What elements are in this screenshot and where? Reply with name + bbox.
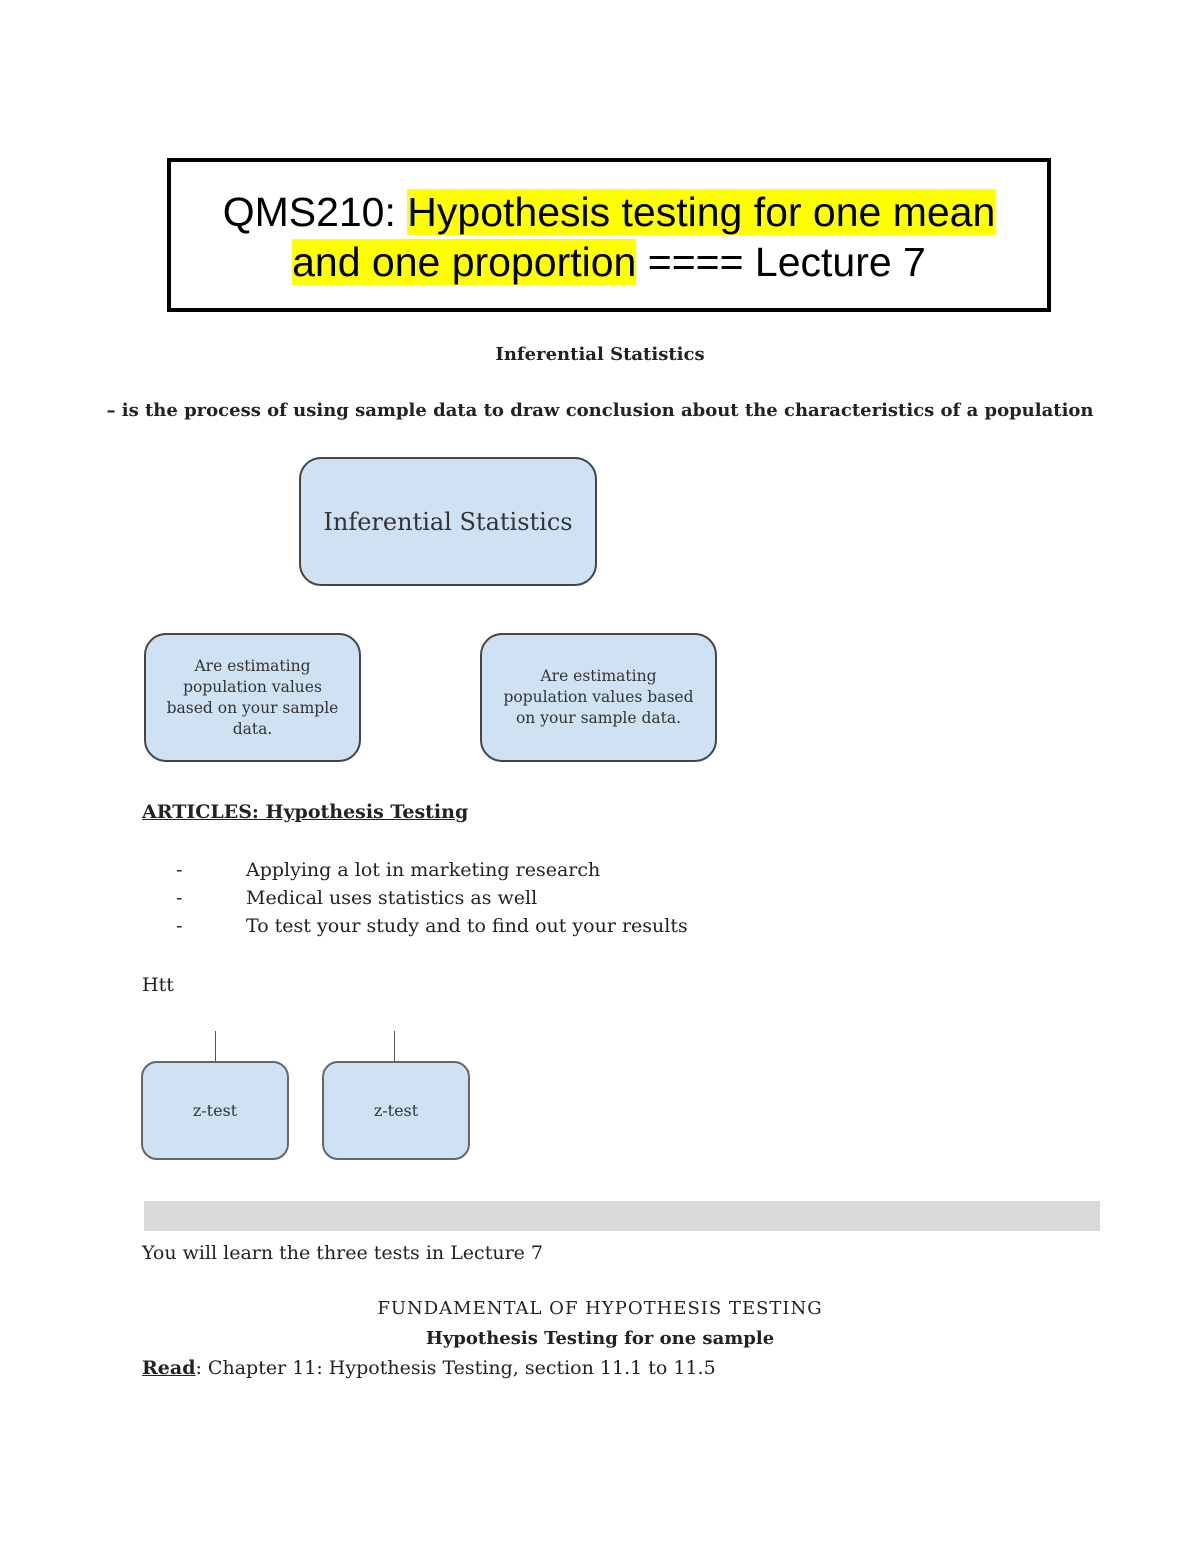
title-highlight-1: Hypothesis testing for one mean	[407, 189, 996, 235]
diagram-box-right	[480, 633, 717, 762]
connector-line	[394, 1031, 395, 1062]
articles-heading: ARTICLES: Hypothesis Testing	[142, 801, 469, 823]
diagram-box-inferential-statistics	[299, 457, 597, 586]
read-label: Read	[142, 1357, 196, 1379]
bullet-dash: -	[176, 887, 183, 909]
diagram-box-z-test-2	[322, 1061, 470, 1160]
read-line	[142, 1354, 716, 1382]
diagram-box-label: z-test	[192, 1101, 238, 1120]
list-item-text: Applying a lot in marketing research	[246, 859, 601, 881]
list-item-text: To test your study and to find out your results	[246, 915, 688, 937]
title-highlight-2: and one proportion	[292, 239, 637, 285]
inferential-definition: – is the process of using sample data to draw conclusion about the characteristics of a population	[106, 400, 1094, 421]
diagram-box-label: Are estimating population values based on your sample data.	[503, 667, 694, 727]
diagram-box-label: Inferential Statistics	[323, 507, 573, 536]
learn-text: You will learn the three tests in Lecture 7	[142, 1242, 544, 1264]
diagram-box-label: Are estimating population values based on your sample data.	[166, 656, 339, 738]
title-lecture: ==== Lecture 7	[647, 239, 926, 285]
htt-text: Htt	[142, 974, 174, 996]
read-text: : Chapter 11: Hypothesis Testing, section 11.1 to 11.5	[195, 1357, 716, 1379]
inferential-heading: Inferential Statistics	[495, 344, 705, 365]
title-line-1	[171, 187, 1047, 237]
articles-list	[176, 856, 776, 940]
title-banner	[167, 158, 1051, 312]
list-item	[176, 856, 776, 884]
diagram-box-label: z-test	[373, 1101, 419, 1120]
list-item	[176, 884, 776, 912]
list-item	[176, 912, 776, 940]
fundamental-subheading: Hypothesis Testing for one sample	[425, 1328, 775, 1349]
list-item-text: Medical uses statistics as well	[246, 887, 538, 909]
diagram-box-z-test-1	[141, 1061, 289, 1160]
diagram-box-left	[144, 633, 361, 762]
gray-separator-bar	[144, 1201, 1100, 1231]
bullet-dash: -	[176, 859, 183, 881]
title-line-2	[171, 237, 1047, 287]
connector-line	[215, 1031, 216, 1062]
course-code: QMS210:	[222, 189, 396, 235]
bullet-dash: -	[176, 915, 183, 937]
fundamental-heading: FUNDAMENTAL OF HYPOTHESIS TESTING	[377, 1298, 823, 1319]
